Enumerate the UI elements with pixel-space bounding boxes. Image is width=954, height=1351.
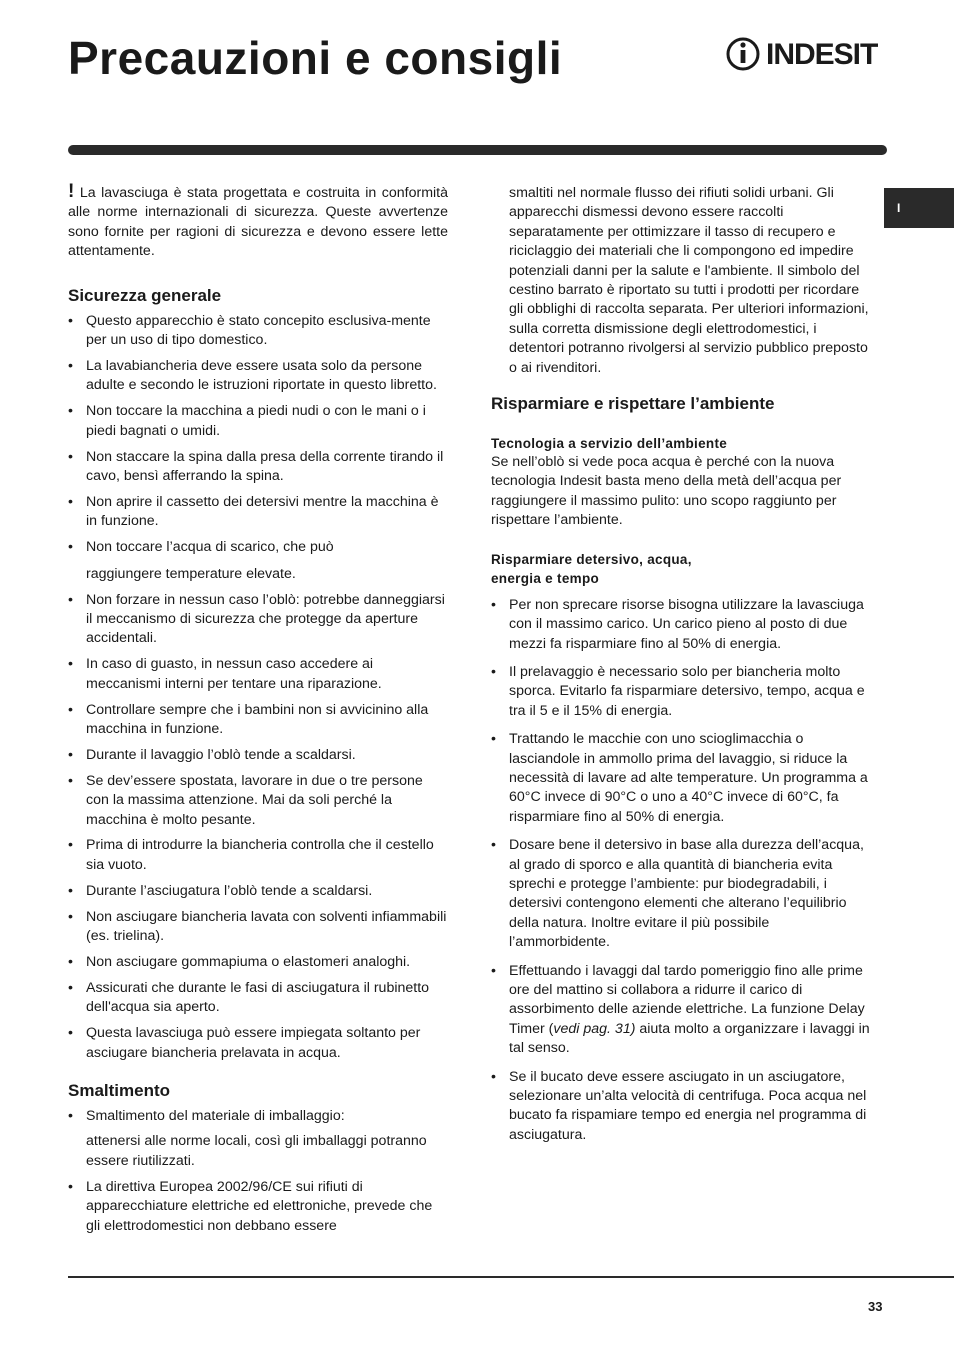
list-item: • Controllare sempre che i bambini non si avvicinino alla macchina in funzione. — [68, 701, 448, 740]
list-item: • Prima di introdurre la biancheria controlla che il cestello sia vuoto. — [68, 836, 448, 875]
right-column — [491, 184, 871, 1152]
list-item-text: aiuta molto a organizzare i lavaggi in tal senso. — [509, 1020, 870, 1057]
page-number: 33 — [868, 1299, 883, 1314]
warning-icon: ! — [68, 181, 75, 202]
list-item: • La lavabiancheria deve essere usata solo da persone adulte e secondo le istruzioni riportate in questo libretto. — [68, 357, 448, 396]
subheading-line: Risparmiare detersivo, acqua, — [491, 551, 692, 567]
list-item-text: Smaltimento del materiale di imballaggio: — [86, 1108, 345, 1125]
page-title: Precauzioni e consigli — [68, 32, 563, 84]
list-item: • Il prelavaggio è necessario solo per biancheria molto sporca. Evitarlo fa risparmiare detersivo, tempo, acqua e tra il 5 e il 15% di energia. — [491, 663, 871, 721]
header-divider — [68, 145, 887, 155]
list-item: • Trattando le macchie con uno scioglimacchia o lasciandole in ammollo prima del lavaggio, si riduce la necessità di lavare ad alte temperature. Un programma a 60°C invece di 90°C o uno a 40°C invece di 60°C, fa risparmiare fino al 50% di energia. — [491, 730, 871, 827]
brand-wordmark: INDESIT — [766, 38, 878, 71]
list-item: • La direttiva Europea 2002/96/CE sui rifiuti di apparecchiature elettriche ed elettroniche, prevede che gli elettrodomestici non debbano essere — [68, 1178, 448, 1236]
left-column — [68, 181, 448, 1242]
list-item-continuation: attenersi alle norme locali, così gli imballaggi potranno essere riutilizzati. — [86, 1133, 427, 1169]
smaltimento-continuation: smaltiti nel normale flusso dei rifiuti solidi urbani. Gli apparecchi dismessi devono essere raccolti separatamente per ottimizzare il tasso di recupero e riciclaggio dei materiali che li compongono ed impedire potenziali danni per la salute e l'ambiente. Il simbolo del cestino barrato è riportato su tutti i prodotti per ricordare gli obblighi di raccolta separata. Per ulteriori informazioni, sulla corretta dismissione degli elettrodomestici, i detentori potranno rivolgersi al servizio pubblico preposto o ai rivenditori. — [509, 185, 869, 376]
list-item: • Non staccare la spina dalla presa della corrente tirando il cavo, bensì afferrando la spina. — [68, 448, 448, 487]
list-item: • Non aprire il cassetto dei detersivi mentre la macchina è in funzione. — [68, 493, 448, 532]
list-item: • Non forzare in nessun caso l’oblò: potrebbe danneggiarsi il meccanismo di sicurezza che protegge da aperture accidentali. — [68, 591, 448, 649]
list-item: • Durante l’asciugatura l’oblò tende a scaldarsi. — [68, 882, 448, 901]
language-tab-label: I — [897, 201, 901, 215]
list-item: • In caso di guasto, in nessun caso accedere ai meccanismi interni per tentare una riparazione. — [68, 655, 448, 694]
list-item: • Questo apparecchio è stato concepito esclusiva-mente per un uso di tipo domestico. — [68, 312, 448, 351]
smaltimento-list — [68, 1107, 448, 1236]
list-item: • Non toccare la macchina a piedi nudi o con le mani o i piedi bagnati o umidi. — [68, 402, 448, 441]
tecnologia-paragraph: Se nell’oblò si vede poca acqua è perché con la nuova tecnologia Indesit basta meno della metà dell’acqua per raggiungere il massimo pulito: uno scopo raggiunto per rispettare l’ambiente. — [491, 454, 842, 529]
list-item: • Se dev’essere spostata, lavorare in due o tre persone con la massima attenzione. Mai da soli perché la macchina è molto pesante. — [68, 772, 448, 830]
list-item: • Assicurati che durante le fasi di asciugatura il rubinetto dell'acqua sia aperto. — [68, 979, 448, 1018]
footer-divider — [68, 1276, 954, 1278]
page-reference: vedi pag. 31) — [553, 1020, 636, 1037]
list-item-continuation: raggiungere temperature elevate. — [86, 565, 296, 582]
list-item: • Non asciugare gommapiuma o elastomeri analoghi. — [68, 953, 448, 972]
list-item — [68, 1107, 448, 1171]
list-item: • Questa lavasciuga può essere impiegata soltanto per asciugare biancheria prelavata in acqua. — [68, 1024, 448, 1063]
indesit-i-circle-icon — [726, 32, 762, 76]
intro-paragraph — [68, 181, 448, 262]
list-item: • Non asciugare biancheria lavata con solventi infiammabili (es. trielina). — [68, 908, 448, 947]
language-tab — [884, 188, 954, 228]
indesit-logo — [726, 32, 888, 76]
list-item — [68, 538, 448, 584]
list-item-text: Non toccare l’acqua di scarico, che può — [86, 539, 334, 556]
list-item: • Se il bucato deve essere asciugato in un asciugatore, selezionare un’alta velocità di centrifuga. Poca acqua nel bucato fa rispamiare tempo ed energia nel programma di asciugatura. — [491, 1068, 871, 1146]
list-item: • Dosare bene il detersivo in base alla durezza dell’acqua, al grado di sporco e alla quantità di biancheria evita sprechi e protegge l’ambiente: pur biodegradabili, i detersivi contengono elementi che alterano l’equilibrio della natura. Inoltre evitare il più possibile l’ammorbidente. — [491, 836, 871, 952]
sicurezza-list — [68, 312, 448, 1063]
list-item-text: Effettuando i lavaggi dal tardo pomeriggio fino alle prime ore del mattino si collabora a ridurre il carico di assorbimento delle aziende elettriche. La funzione Delay Timer ( — [509, 962, 865, 1037]
list-item: • Per non sprecare risorse bisogna utilizzare la lavasciuga con il massimo carico. Un carico pieno al posto di due mezzi fa risparmiare fino al 50% di energia. — [491, 596, 871, 654]
section-heading-smaltimento: Smaltimento — [68, 1081, 171, 1101]
subheading-risparmiare — [491, 550, 871, 588]
list-item — [491, 962, 871, 1059]
subheading-line: energia e tempo — [491, 570, 600, 586]
section-heading-ambiente: Risparmiare e rispettare l’ambiente — [491, 394, 775, 414]
list-item: • Durante il lavaggio l’oblò tende a scaldarsi. — [68, 746, 448, 765]
ambiente-list — [491, 596, 871, 1146]
section-heading-sicurezza: Sicurezza generale — [68, 285, 222, 305]
intro-text: La lavasciuga è stata progettata e costruita in conformità alle norme internazionali di sicurezza. Queste avvertenze sono fornite per ragioni di sicurezza e devono essere lette attentamente. — [68, 185, 448, 260]
subheading-tecnologia: Tecnologia a servizio dell’ambiente — [491, 436, 728, 452]
